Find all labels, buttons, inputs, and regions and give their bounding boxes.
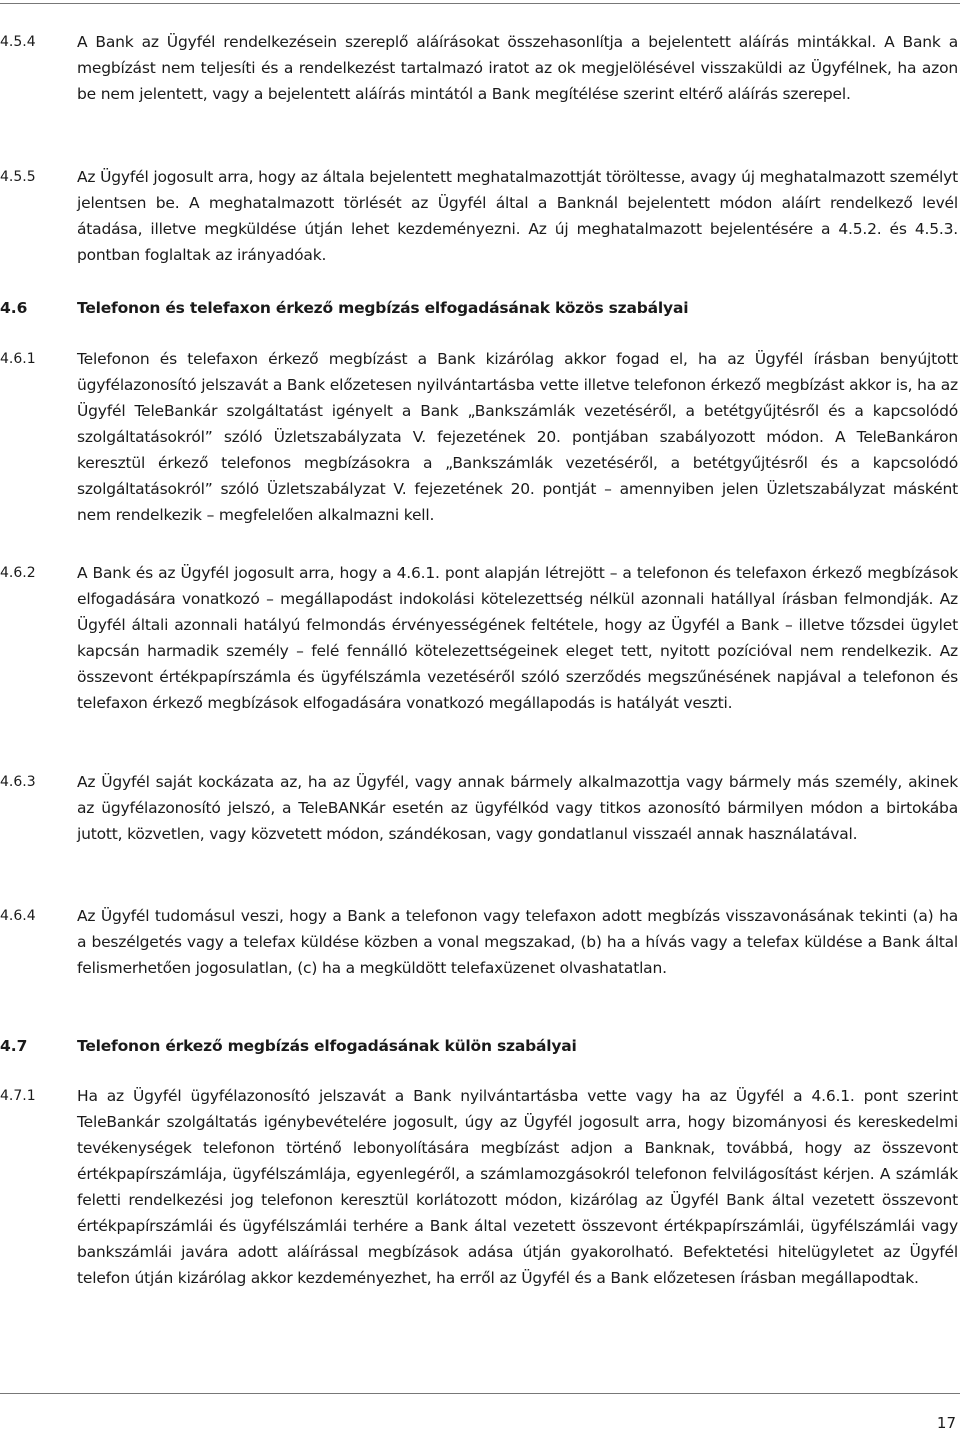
section-number: 4.6 bbox=[0, 299, 28, 317]
section-number: 4.5.5 bbox=[0, 169, 36, 185]
footer-rule bbox=[0, 1393, 960, 1394]
section-number: 4.6.2 bbox=[0, 565, 36, 581]
page-number: 17 bbox=[936, 1414, 956, 1432]
section-number: 4.7 bbox=[0, 1037, 28, 1055]
section-number: 4.7.1 bbox=[0, 1088, 36, 1104]
section-text: Az Ügyfél tudomásul veszi, hogy a Bank a telefonon vagy telefaxon adott megbízás visszavonásának tekinti (a) ha a beszélgetés vagy a telefax küldése közben a vonal megszakad, (b) ha a hívás vagy a telefax küldése a Bank által felismerhetően jogosulatlan, (c) ha a megküldött telefaxüzenet olvashatatlan. bbox=[77, 907, 958, 977]
section-heading: Telefonon és telefaxon érkező megbízás elfogadásának közös szabályai bbox=[77, 299, 689, 317]
section-number: 4.5.4 bbox=[0, 34, 36, 50]
section-number: 4.6.1 bbox=[0, 351, 36, 367]
section-text: A Bank és az Ügyfél jogosult arra, hogy a 4.6.1. pont alapján létrejött – a telefonon és telefaxon érkező megbízások elfogadására vonatkozó – megállapodást indokolási kötelezettség nélkül azonnali hatállyal írásban felmondják. Az Ügyfél általi azonnali hatályú felmondás érvényességének feltétele, hogy az Ügyfél a Bank – illetve tőzsdei ügylet kapcsán harmadik személy – felé fennálló kötelezettségeinek eleget tett, nyitott pozícióval nem rendelkezik. Az összevont értékpapírszámla és ügyfélszámla vezetéséről szóló szerződés megszűnésének napjával a telefonon és telefaxon érkező megbízások elfogadására vonatkozó megállapodás is hatályát veszti. bbox=[77, 564, 958, 712]
section-text: Telefonon és telefaxon érkező megbízást a Bank kizárólag akkor fogad el, ha az Ügyfél írásban benyújtott ügyfélazonosító jelszavát a Bank előzetesen nyilvántartásba vette illetve telefonon érkező megbízást akkor is, ha az Ügyfél TeleBankár szolgáltatást igényelt a Bank „Bankszámlák vezetéséről, a betétgyűjtésről és a kapcsolódó szolgáltatásokról” szóló Üzletszabályzata V. fejezetének 20. pontjában szabályozott módon. A TeleBankáron keresztül érkező telefonos megbízásokra a „Bankszámlák vezetéséről, a betétgyűjtésről és a kapcsolódó szolgáltatásokról” szóló Üzletszabályzat V. fejezetének 20. pontját – amennyiben jelen Üzletszabályzat másként nem rendelkezik – megfelelően alkalmazni kell. bbox=[77, 350, 958, 524]
section-number: 4.6.3 bbox=[0, 774, 36, 790]
section-heading: Telefonon érkező megbízás elfogadásának külön szabályai bbox=[77, 1037, 577, 1055]
section-text: Az Ügyfél saját kockázata az, ha az Ügyfél, vagy annak bármely alkalmazottja vagy bármely más személy, akinek az ügyfélazonosító jelszó, a TeleBANKár esetén az ügyfélkód vagy titkos azonosító bármilyen módon a birtokába jutott, közvetlen, vagy közvetett módon, szándékosan, vagy gondatlanul visszaél annak használatával. bbox=[77, 773, 958, 843]
section-text: Ha az Ügyfél ügyfélazonosító jelszavát a Bank nyilvántartásba vette vagy ha az Ügyfél a 4.6.1. pont szerint TeleBankár szolgáltatás igénybevételére jogosult, úgy az Ügyfél jogosult arra, hogy bizományosi és kereskedelmi tevékenységek telefonon történő lebonyolítására megbízást adjon a Banknak, továbbá, hogy az összevont értékpapírszámlája, ügyfélszámlája, egyenlegéről, a számlamozgásokról telefonon felvilágosítást kérjen. A számlák feletti rendelkezési jog telefonon keresztül korlátozott módon, kizárólag az Ügyfél Bank által vezetett összevont értékpapírszámlái és ügyfélszámlái terhére a Bank által vezetett összevont értékpapírszámlái, ügyfélszámlái vagy bankszámlái javára adott aláírással megbízások adása útján gyakorolható. Befektetési hitelügyletet az Ügyfél telefon útján kizárólag akkor kezdeményezhet, ha erről az Ügyfél és a Bank előzetesen írásban megállapodtak. bbox=[77, 1087, 958, 1287]
section-text: Az Ügyfél jogosult arra, hogy az általa bejelentett meghatalmazottját töröltesse, avagy új meghatalmazott személyt jelentsen be. A meghatalmazott törlését az Ügyfél által a Banknál bejelentett módon aláírt rendelkező levél átadása, illetve megküldése útján lehet kezdeményezni. Az új meghatalmazott bejelentésére a 4.5.2. és 4.5.3. pontban foglaltak az irányadóak. bbox=[77, 168, 958, 264]
section-number: 4.6.4 bbox=[0, 908, 36, 924]
top-rule bbox=[0, 3, 960, 4]
section-text: A Bank az Ügyfél rendelkezésein szereplő aláírásokat összehasonlítja a bejelentett aláírás mintákkal. A Bank a megbízást nem teljesíti és a rendelkezést tartalmazó iratot az ok megjelölésével visszaküldi az Ügyfélnek, ha azon be nem jelentett, vagy a bejelentett aláírás mintától a Bank megítélése szerint eltérő aláírás szerepel. bbox=[77, 33, 958, 103]
